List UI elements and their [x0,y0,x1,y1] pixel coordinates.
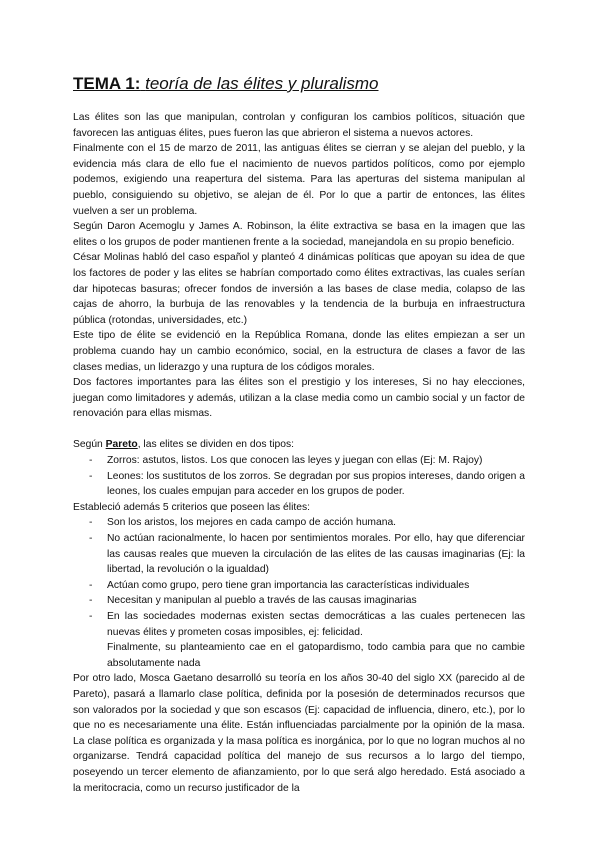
page-title [73,74,379,94]
list-item: - No actúan racionalmente, lo hacen por sentimientos morales. Por ello, hay que diferenciar las causas reales que mueven la circulación de las elites de las causas imaginarias (Ej: la libertad, la revolución o la igualdad) [89,531,525,578]
pareto-conclusion: Finalmente, su planteamiento cae en el gatopardismo, todo cambia para que no cambie absolutamente nada [107,642,525,669]
paragraph-mosca: Por otro lado, Mosca Gaetano desarrolló su teoría en los años 30-40 del siglo XX (parecido al de Pareto), pasará a llamarlo clase política, definida por la posesión de determinados recursos que son valorados por la sociedad y que son escasos (Ej: capacidad de influencia, dinero, etc.), por lo que no es necesariamente una élite. Están influenciadas parcialmente por la opinión de la masa. La clase política es organizada y la masa política es inorgánica, por lo que no logran muchos al no organizarse. Tendrá capacidad política del manejo de sus recursos a lo largo del tiempo, poseyendo un tercer elemento de afianzamiento, por lo que será algo heredado. Está asociado a la meritocracia, como un recurso justificador de la [73,673,525,794]
list-item: - Son los aristos, los mejores en cada campo de acción humana. [89,515,525,531]
paragraph: Este tipo de élite se evidenció en la República Romana, donde las elites empiezan a ser un problema cuando hay un cambio económico, social, en la estructura de clases a favor de las clases medias, un liderazgo y una ruptura de los códigos morales. [73,330,525,373]
criteria-intro: Estableció además 5 criterios que poseen las élites: [73,501,310,513]
pareto-intro: Según Pareto, las elites se dividen en dos tipos: [73,439,294,451]
list-item: - Leones: los sustitutos de los zorros. Se degradan por sus propios intereses, dando origen a leones, los cuales empujan para acceder en los grupos de poder. [89,469,525,500]
paragraph: Según Daron Acemoglu y James A. Robinson, la élite extractiva se basa en la imagen que las elites o los grupos de poder mantienen frente a la sociedad, manejandola en su propio beneficio. [73,221,525,248]
title-subtitle: teoría de las élites y pluralismo [145,74,379,93]
list-item: - Zorros: astutos, listos. Los que conocen las leyes y juegan con ellas (Ej: M. Rajoy) [89,453,525,469]
pareto-types-list [73,453,525,500]
document-body [73,110,525,796]
pareto-name: Pareto [105,439,138,451]
list-item: - Necesitan y manipulan al pueblo a través de las causas imaginarias [89,593,525,609]
list-item: - Actúan como grupo, pero tiene gran importancia las características individuales [89,578,525,594]
paragraph: César Molinas habló del caso español y planteó 4 dinámicas políticas que apoyan su idea de que los factores de poder y las elites se habrían comportado como élites extractivas, las cuales serían dar hipotecas basuras; ofrecer fondos de inversión a las bases de clase media, colapso de las cajas de ahorro, la burbuja de las renovables y la tendencia de la burbuja en infraestructura pública (rotondas, universidades, etc.) [73,252,525,326]
list-item: - En las sociedades modernas existen sectas democráticas a las cuales pertenecen las nuevas élites y prometen cosas imposibles, ej: felicidad. [89,609,525,640]
paragraph: Finalmente con el 15 de marzo de 2011, las antiguas élites se cierran y se alejan del pueblo, y la evidencia más clara de ello fue el nacimiento de nuevos partidos políticos, como por ejemplo podemos, exigiendo una reapertura del sistema. Para las aperturas del sistema manipulan al pueblo, consiguiendo su objetivo, se alejan de él. Por lo que a partir de entonces, las élites vuelven a ser un problema. [73,143,525,217]
paragraph: Dos factores importantes para las élites son el prestigio y los intereses, Si no hay elecciones, juegan como limitadores y además, utilizan a la clase media como un cambio social y un factor de renovación para ellas mismas. [73,377,525,420]
title-prefix: TEMA 1: [73,74,141,93]
spacer [73,422,525,438]
pareto-criteria-list [73,515,525,640]
paragraph: Las élites son las que manipulan, controlan y configuran los cambios políticos, situación que favorecen las antiguas élites, pues fueron las que abrieron el sistema a nuevos actores. [73,112,525,139]
